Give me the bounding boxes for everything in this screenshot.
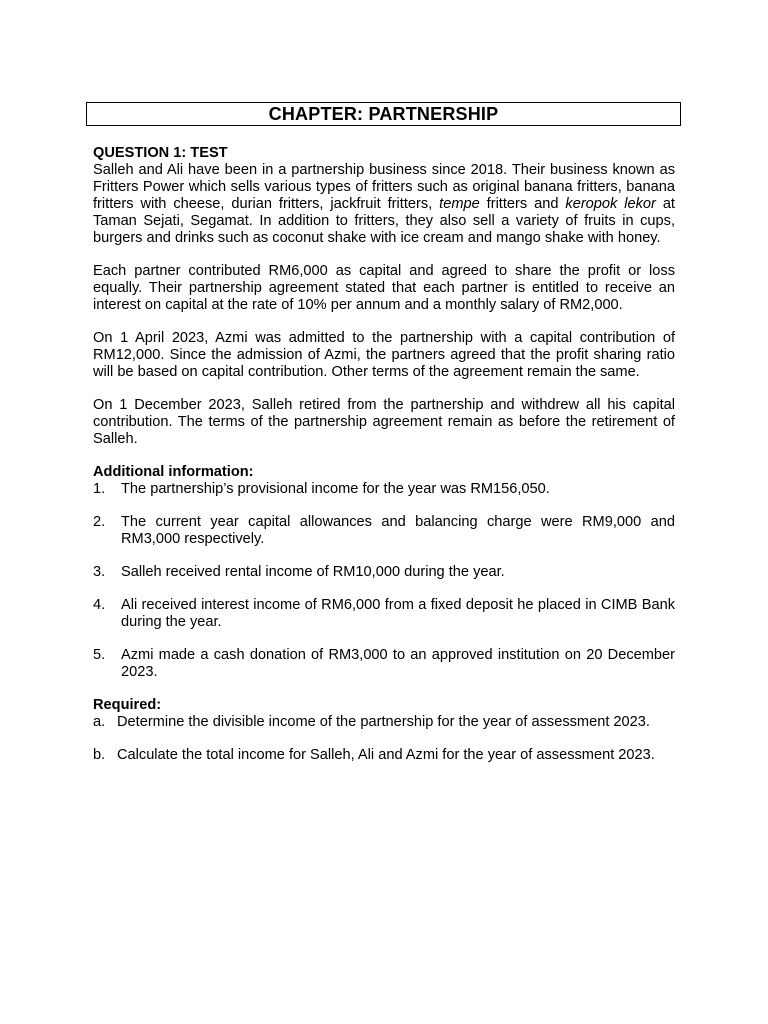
list-item-number: 5. bbox=[93, 647, 106, 663]
required-item-letter: a. bbox=[93, 714, 106, 730]
list-item bbox=[93, 647, 675, 681]
required-item-text: Determine the divisible income of the partnership for the year of assessment 2023. bbox=[117, 714, 650, 730]
paragraph-retirement: On 1 December 2023, Salleh retired from the partnership and withdrew all his capital contribution. The terms of the partnership agreement remain as before the retirement of Salleh. bbox=[93, 397, 675, 447]
question-heading: QUESTION 1: TEST bbox=[93, 145, 228, 161]
list-item-number: 3. bbox=[93, 564, 106, 580]
list-item bbox=[93, 481, 675, 498]
list-item-text: Salleh received rental income of RM10,000 during the year. bbox=[121, 564, 505, 580]
list-item-number: 1. bbox=[93, 481, 106, 497]
required-item-letter: b. bbox=[93, 747, 106, 763]
required-heading: Required: bbox=[93, 697, 162, 713]
additional-info-heading: Additional information: bbox=[93, 464, 254, 480]
list-item-text: Ali received interest income of RM6,000 from a fixed deposit he placed in CIMB Bank during the year. bbox=[121, 597, 675, 630]
p1-text-c: at Taman Sejati, Segamat. In addition to fritters, they also sell a variety of fruits in cups, burgers and drinks such as coconut shake with ice cream and mango shake with honey. bbox=[93, 196, 675, 246]
required-item-text: Calculate the total income for Salleh, Ali and Azmi for the year of assessment 2023. bbox=[117, 747, 655, 763]
p1-text-b: fritters and bbox=[479, 196, 566, 212]
list-item-text: The current year capital allowances and balancing charge were RM9,000 and RM3,000 respectively. bbox=[121, 514, 675, 547]
paragraph-admission: On 1 April 2023, Azmi was admitted to the partnership with a capital contribution of RM12,000. Since the admission of Azmi, the partners agreed that the profit sharing ratio will be based on capital contribution. Other terms of the agreement remain the same. bbox=[93, 330, 675, 380]
required-item bbox=[93, 747, 675, 764]
chapter-title: CHAPTER: PARTNERSHIP bbox=[268, 103, 499, 124]
chapter-title-box bbox=[86, 102, 681, 126]
p1-italic-keropok: keropok lekor bbox=[565, 196, 656, 212]
list-item-text: The partnership’s provisional income for the year was RM156,050. bbox=[121, 481, 550, 497]
paragraph-business-description bbox=[93, 162, 675, 247]
list-item bbox=[93, 514, 675, 548]
list-item-text: Azmi made a cash donation of RM3,000 to an approved institution on 20 December 2023. bbox=[121, 647, 675, 680]
question-content bbox=[93, 145, 675, 780]
p1-text-a: Salleh and Ali have been in a partnership business since 2018. Their business known as Fritters Power which sells various types of fritters such as original banana fritters, banana fritters with cheese, durian fritters, jackfruit fritters, bbox=[93, 162, 675, 212]
list-item-number: 4. bbox=[93, 597, 106, 613]
list-item bbox=[93, 564, 675, 581]
required-item bbox=[93, 714, 675, 731]
p1-italic-tempe: tempe bbox=[439, 196, 480, 212]
paragraph-capital-terms: Each partner contributed RM6,000 as capital and agreed to share the profit or loss equally. Their partnership agreement stated that each partner is entitled to receive an interest on capital at the rate of 10% per annum and a monthly salary of RM2,000. bbox=[93, 263, 675, 313]
list-item-number: 2. bbox=[93, 514, 106, 530]
list-item bbox=[93, 597, 675, 631]
